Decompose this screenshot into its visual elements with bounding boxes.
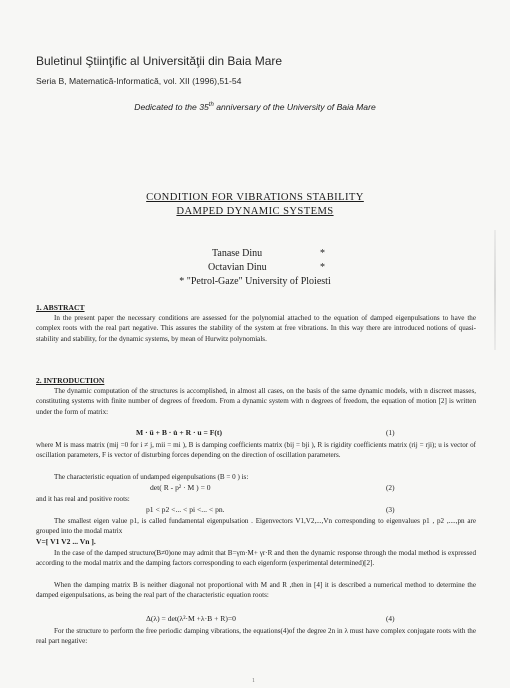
section-heading-abstract: 1. ABSTRACT <box>36 303 85 312</box>
intro-paragraph: and it has real and positive roots: <box>36 495 130 503</box>
dedication: Dedicated to the 35th anniversary of the University of Baia Mare <box>134 102 376 112</box>
author-name: Octavian Dinu <box>208 262 267 273</box>
equation-2: det( R - p² · M ) = 0 <box>150 483 211 492</box>
intro-paragraph: When the damping matrix B is neither diagonal not proportional with M and R ,then in [4] it is described a numerical method to determine the damped eigenpulsations, as being the real part of the characteristic equation roots: <box>36 581 476 600</box>
equation-4: Δ(λ) = det(λ²·M +λ·B + R)=0 <box>146 614 236 623</box>
paper-title-line-1: CONDITION FOR VIBRATIONS STABILITY <box>146 192 364 203</box>
equation-4-number: (4) <box>386 614 395 623</box>
equation-1-number: (1) <box>386 428 395 437</box>
modal-matrix: V=[ V1 V2 ... Vn ]. <box>36 537 96 546</box>
author-mark: * <box>320 248 325 259</box>
equation-3-number: (3) <box>386 505 395 514</box>
author-name: Tanase Dinu <box>212 248 263 259</box>
equation-1: M · ü + B · u̇ + R · u = F(t) <box>136 428 222 437</box>
intro-paragraph: The smallest eigen value p1, is called fundamental eigenpulsation . Eigenvectors V1,V2,...,Vn corresponding to eigenvalues p1 , p2 ,....,pn are grouped into the modal matrix <box>36 517 476 536</box>
intro-paragraph: where M is mass matrix (mij =0 for i ≠ j, mii = mi ), B is damping coefficients matrix (bij = bji ), R is rigidity coefficients matrix (rij = rji); u is vector of oscillation parameters, F is vector of disturbing forces depending on the direction of oscillation parameters. <box>36 441 476 460</box>
journal-series: Seria B, Matematică-Informatică, vol. XII (1996),51-54 <box>36 76 242 86</box>
page-number: 1 <box>252 678 255 684</box>
intro-paragraph: The characteristic equation of undamped eigenpulsations (B = 0 ) is: <box>54 473 249 481</box>
author-mark: * <box>320 262 325 273</box>
equation-3: p1 < p2 <... < pi <... < pn. <box>146 505 225 514</box>
journal-title: Buletinul Ştiinţific al Universităţii din Baia Mare <box>36 54 283 68</box>
intro-paragraph: For the structure to perform the free periodic damping vibrations, the equations(4)of the degree 2n in λ must have complex conjugate roots with the real part negative: <box>36 627 476 646</box>
paper-title-line-2: DAMPED DYNAMIC SYSTEMS <box>176 206 334 217</box>
equation-2-number: (2) <box>386 483 395 492</box>
intro-paragraph: In the case of the damped structure(B≠0)one may admit that B=γm·M+ γr·R and then the dynamic response through the modal method is expressed according to the modal matrix and the damping factors corresponding to each eigenform (experimental determined)[2]. <box>36 549 476 568</box>
affiliation: * "Petrol-Gaze" University of Ploiesti <box>179 276 331 287</box>
scan-artifact <box>494 230 496 350</box>
intro-paragraph: The dynamic computation of the structures is accomplished, in almost all cases, on the basis of the same dynamic models, with n discreet masses, constituting systems with finite number of degrees of freedom. From a dynamic system with n degrees of freedom, the equation of motion [2] is written under the form of matrix: <box>36 387 476 416</box>
abstract-text: In the present paper the necessary conditions are assessed for the polynomial attached to the equation of damped eigenpulsations to have the complex roots with the real part negative. This assures the stability of the system at free vibrations. In this way there are introduced notions of quasi-stability and stability, for the dynamic systems, by mean of Hurwitz polynomials. <box>36 314 476 343</box>
section-heading-introduction: 2. INTRODUCTION <box>36 376 105 385</box>
